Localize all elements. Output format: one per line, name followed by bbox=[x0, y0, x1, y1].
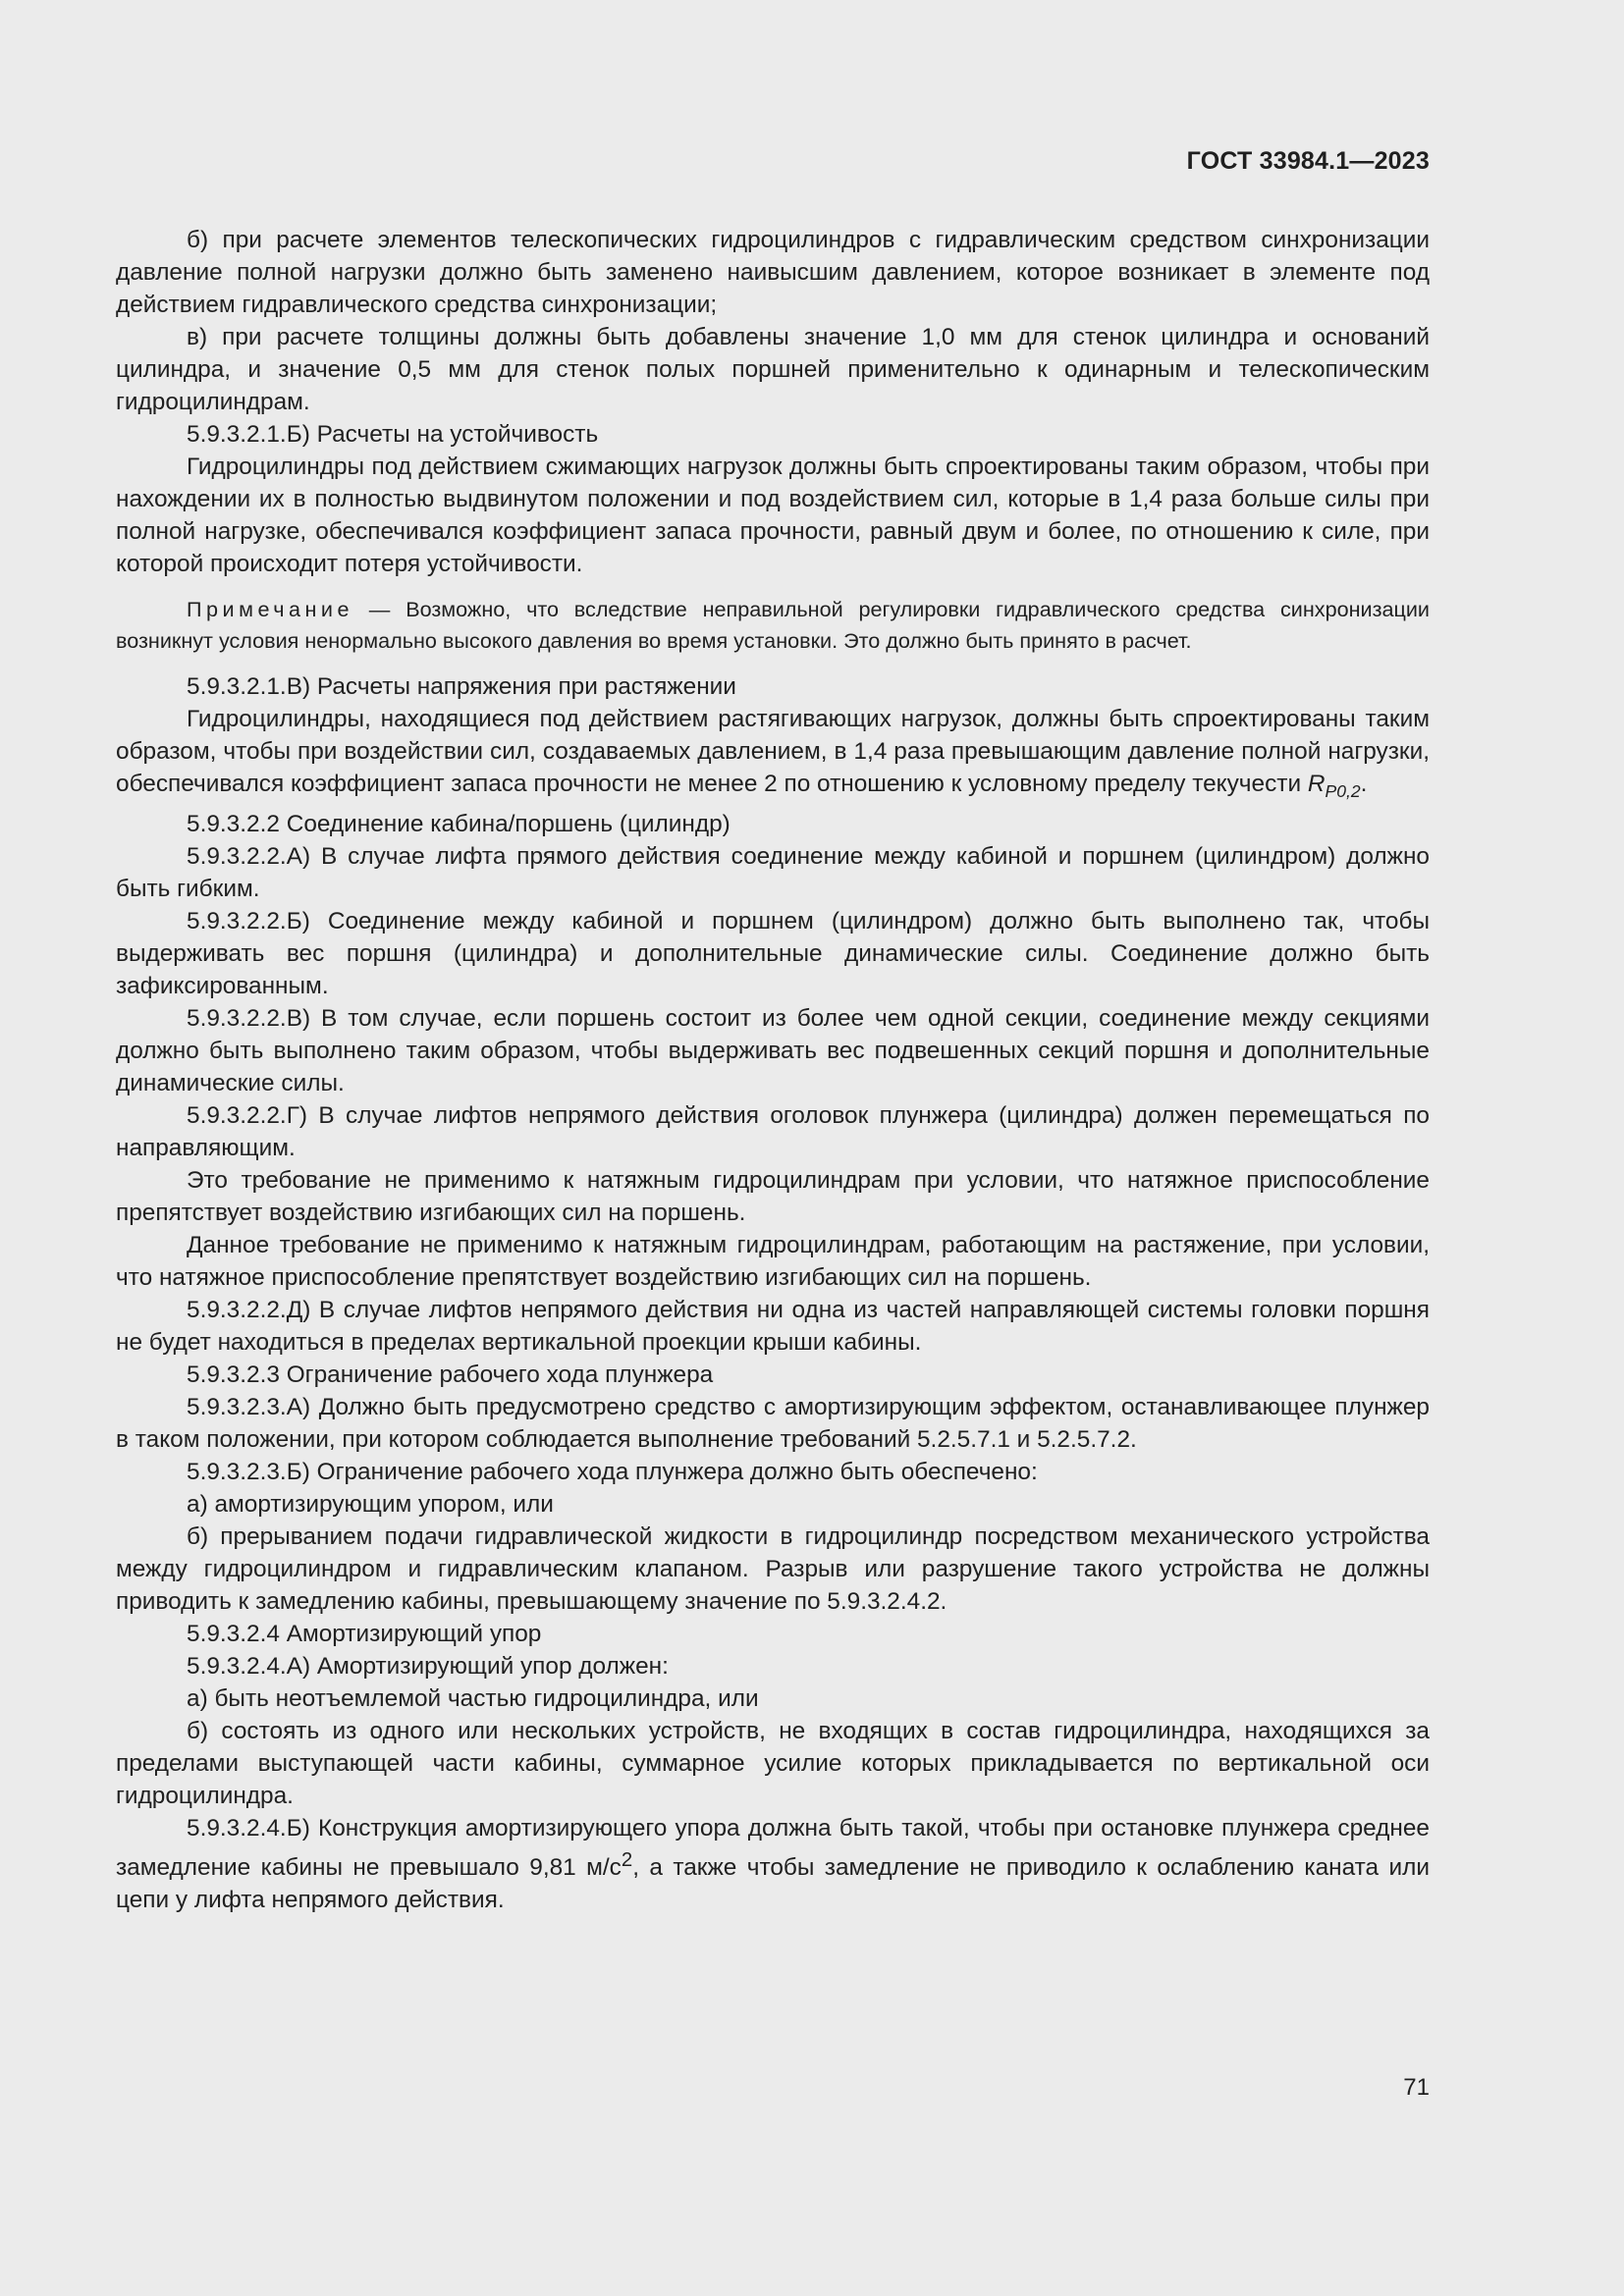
list-item: а) амортизирующим упором, или bbox=[187, 1490, 554, 1518]
page-number: 71 bbox=[1403, 2074, 1430, 2101]
note-text: — Возможно, что вследствие неправильной регулировки гидравлического средства синхронизации возникнут условия ненормально высокого давления во время установки. Это должно быть принято в расчет. bbox=[116, 597, 1430, 653]
note-label: Примечание bbox=[187, 597, 353, 621]
paragraph: 5.9.3.2.2.В) В том случае, если поршень состоит из более чем одной секции, соединение между секциями должно быть выполнено таким образом, чтобы выдерживать вес подвешенных секций поршня и дополнительные динамические силы. bbox=[116, 1004, 1430, 1096]
yield-strength-symbol: $R_{P0,2}$ bbox=[1307, 771, 1361, 801]
section-heading: 5.9.3.2.3 Ограничение рабочего хода плунжера bbox=[187, 1361, 714, 1388]
paragraph: в) при расчете толщины должны быть добавлены значение 1,0 мм для стенок цилиндра и оснований цилиндра, и значение 0,5 мм для стенок полых поршней применительно к одинарным и телескопическим гидроцилиндрам. bbox=[116, 324, 1430, 415]
note bbox=[116, 594, 1430, 657]
page-body bbox=[116, 224, 1430, 1916]
paragraph-text: Гидроцилиндры, находящиеся под действием растягивающих нагрузок, должны быть спроектированы таким образом, чтобы при воздействии сил, создаваемых давлением, в 1,4 раза превышающим давление полной нагрузки, обеспечивался коэффициент запаса прочности не менее 2 по отношению к условному пределу текучести bbox=[116, 706, 1430, 797]
paragraph: б) при расчете элементов телескопических гидроцилиндров с гидравлическим средством синхронизации давление полной нагрузки должно быть заменено наивысшим давлением, которое возникает в элементе под действием гидравлического средства синхронизации; bbox=[116, 227, 1430, 318]
paragraph: Это требование не применимо к натяжным гидроцилиндрам при условии, что натяжное приспособление препятствует воздействию изгибающих сил на поршень. bbox=[116, 1166, 1430, 1226]
paragraph: 5.9.3.2.2.Г) В случае лифтов непрямого действия оголовок плунжера (цилиндра) должен перемещаться по направляющим. bbox=[116, 1101, 1430, 1161]
paragraph: 5.9.3.2.3.Б) Ограничение рабочего хода плунжера должно быть обеспечено: bbox=[187, 1458, 1038, 1485]
section-heading: 5.9.3.2.4 Амортизирующий упор bbox=[187, 1620, 542, 1647]
paragraph: 5.9.3.2.2.Д) В случае лифтов непрямого действия ни одна из частей направляющей системы головки поршня не будет находиться в пределах вертикальной проекции крыши кабины. bbox=[116, 1296, 1430, 1356]
list-item: б) состоять из одного или нескольких устройств, не входящих в состав гидроцилиндра, находящихся за пределами выступающей части кабины, суммарное усилие которых прикладывается по вертикальной оси гидроцилиндра. bbox=[116, 1717, 1430, 1809]
document-code: ГОСТ 33984.1—2023 bbox=[1186, 147, 1430, 175]
list-item: а) быть неотъемлемой частью гидроцилиндра, или bbox=[187, 1684, 759, 1712]
paragraph: 5.9.3.2.2.А) В случае лифта прямого действия соединение между кабиной и поршнем (цилиндром) должно быть гибким. bbox=[116, 842, 1430, 902]
section-heading: 5.9.3.2.1.Б) Расчеты на устойчивость bbox=[187, 421, 599, 448]
section-heading: 5.9.3.2.1.В) Расчеты напряжения при растяжении bbox=[187, 673, 736, 700]
paragraph: 5.9.3.2.2.Б) Соединение между кабиной и поршнем (цилиндром) должно быть выполнено так, чтобы выдерживать вес поршня (цилиндра) и дополнительные динамические силы. Соединение должно быть зафиксированным. bbox=[116, 907, 1430, 999]
superscript: 2 bbox=[621, 1848, 633, 1871]
list-item: б) прерыванием подачи гидравлической жидкости в гидроцилиндр посредством механического устройства между гидроцилиндром и гидравлическим клапаном. Разрыв или разрушение такого устройства не должны приводить к замедлению кабины, превышающему значение по 5.9.3.2.4.2. bbox=[116, 1522, 1430, 1615]
paragraph: Гидроцилиндры, находящиеся под действием растягивающих нагрузок, должны быть спроектированы таким образом, чтобы при воздействии сил, создаваемых давлением, в 1,4 раза превышающим давление полной нагрузки, обеспечивался коэффициент запаса прочности не менее 2 по отношению к условному пределу текучести $R_{P0,2}$. bbox=[116, 706, 1430, 801]
paragraph: 5.9.3.2.4.А) Амортизирующий упор должен: bbox=[187, 1652, 669, 1680]
paragraph: Данное требование не применимо к натяжным гидроцилиндрам, работающим на растяжение, при условии, что натяжное приспособление препятствует воздействию изгибающих сил на поршень. bbox=[116, 1231, 1430, 1291]
paragraph: Гидроцилиндры под действием сжимающих нагрузок должны быть спроектированы таким образом, чтобы при нахождении их в полностью выдвинутом положении и под воздействием сил, которые в 1,4 раза больше силы при полной нагрузке, обеспечивался коэффициент запаса прочности, равный двум и более, по отношению к силе, при которой происходит потеря устойчивости. bbox=[116, 454, 1430, 577]
section-heading: 5.9.3.2.2 Соединение кабина/поршень (цилиндр) bbox=[187, 810, 731, 837]
paragraph: 5.9.3.2.3.А) Должно быть предусмотрено средство с амортизирующим эффектом, останавливающее плунжер в таком положении, при котором соблюдается выполнение требований 5.2.5.7.1 и 5.2.5.7.2. bbox=[116, 1393, 1430, 1453]
paragraph: 5.9.3.2.4.Б) Конструкция амортизирующего упора должна быть такой, чтобы при остановке плунжера среднее замедление кабины не превышало 9,81 $м/с^2$, а также чтобы замедление не приводило к ослаблению каната или цепи у лифта непрямого действия. bbox=[116, 1814, 1430, 1913]
